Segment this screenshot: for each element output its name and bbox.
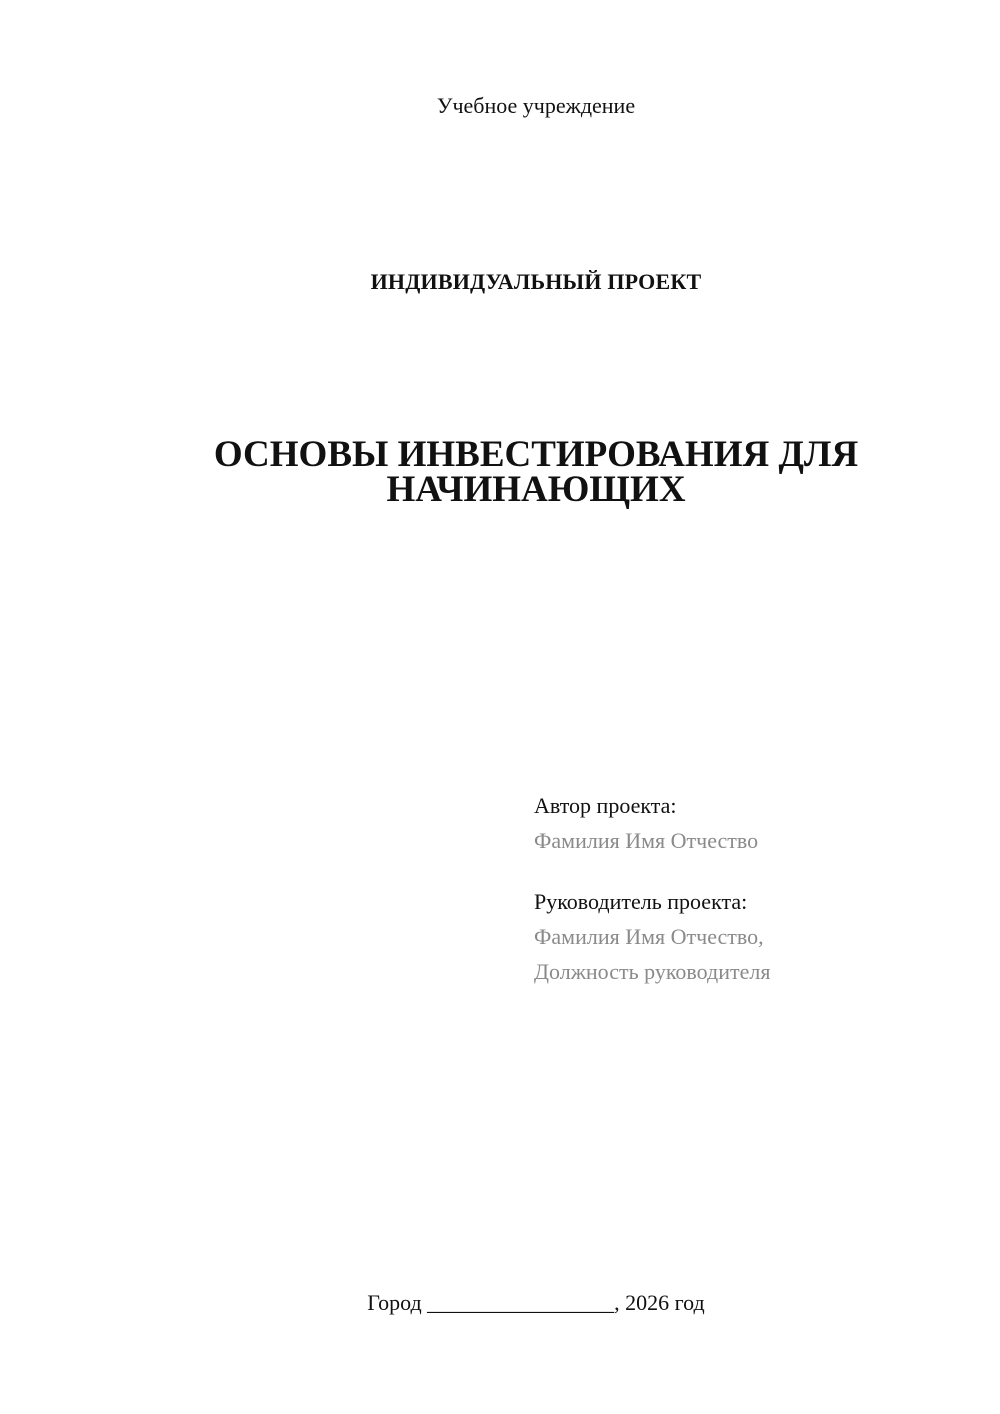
city-year-line: Город _________________, 2026 год [367,1290,705,1315]
institution-name: Учебное учреждение [436,93,636,118]
author-label: Автор проекта: [534,793,677,818]
project-title [0,434,1000,510]
supervisor-position-placeholder: Должность руководителя [534,959,771,984]
supervisor-label: Руководитель проекта: [534,889,748,914]
author-name-placeholder: Фамилия Имя Отчество [534,828,759,853]
project-credits [534,788,954,989]
project-title-line-2: НАЧИНАЮЩИХ [386,469,686,510]
credits-spacer [534,858,954,884]
project-type-heading: ИНДИВИДУАЛЬНЫЙ ПРОЕКТ [370,269,702,294]
supervisor-name-placeholder: Фамилия Имя Отчество, [534,924,764,949]
project-title-line-1: ОСНОВЫ ИНВЕСТИРОВАНИЯ ДЛЯ [213,434,859,475]
